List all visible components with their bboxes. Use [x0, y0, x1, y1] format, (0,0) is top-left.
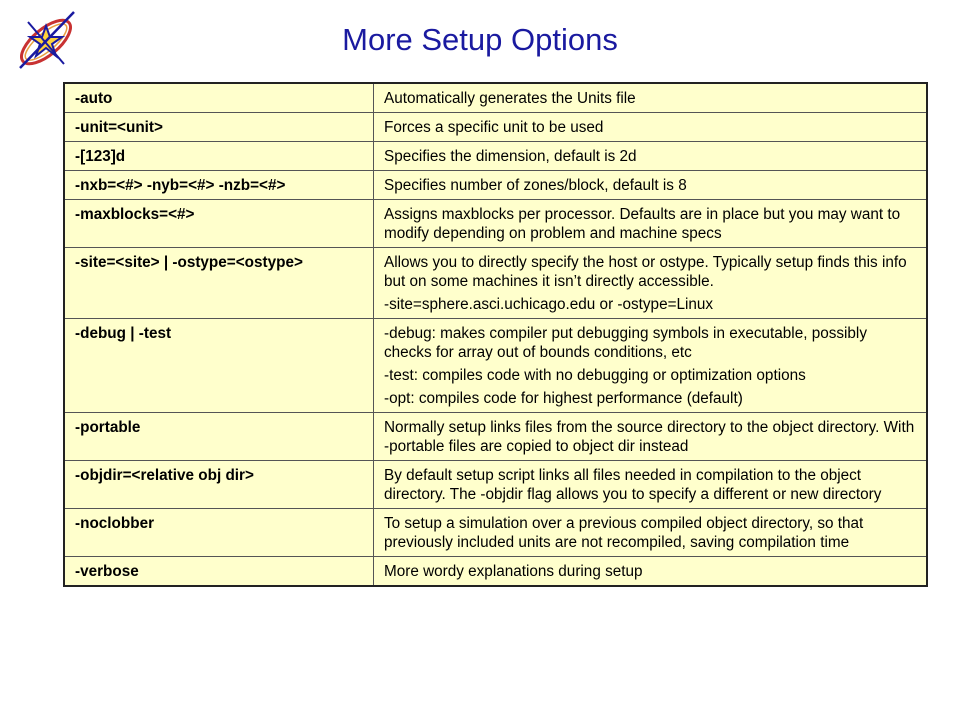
description-paragraph: Assigns maxblocks per processor. Defaults are in place but you may want to modify depending on problem and machine specs — [384, 206, 901, 242]
option-description — [374, 83, 928, 113]
option-flag: -unit=<unit> — [64, 113, 374, 142]
option-row — [64, 113, 927, 142]
option-row — [64, 319, 927, 413]
option-flag: -debug | -test — [64, 319, 374, 413]
option-flag: -objdir=<relative obj dir> — [64, 461, 374, 509]
option-description — [374, 142, 928, 171]
description-paragraph: More wordy explanations during setup — [384, 563, 643, 580]
option-flag: -[123]d — [64, 142, 374, 171]
option-description — [374, 200, 928, 248]
description-paragraph: -test: compiles code with no debugging or optimization options — [384, 367, 806, 384]
description-paragraph: -site=sphere.asci.uchicago.edu or -ostype=Linux — [384, 296, 714, 313]
description-paragraph: To setup a simulation over a previous compiled object directory, so that previously included units are not recompiled, saving compilation time — [384, 515, 864, 551]
option-flag: -nxb=<#> -nyb=<#> -nzb=<#> — [64, 171, 374, 200]
option-flag: -maxblocks=<#> — [64, 200, 374, 248]
option-row — [64, 461, 927, 509]
slide-title: More Setup Options — [342, 22, 618, 57]
description-paragraph: Automatically generates the Units file — [384, 90, 636, 107]
option-row — [64, 413, 927, 461]
option-flag: -site=<site> | -ostype=<ostype> — [64, 248, 374, 319]
option-flag: -verbose — [64, 557, 374, 587]
description-paragraph: -debug: makes compiler put debugging symbols in executable, possibly checks for array out of bounds conditions, etc — [384, 325, 867, 361]
description-paragraph: Forces a specific unit to be used — [384, 119, 604, 136]
description-paragraph: -opt: compiles code for highest performance (default) — [384, 390, 743, 407]
description-paragraph: By default setup script links all files needed in compilation to the object directory. The -objdir flag allows you to specify a different or new directory — [384, 467, 882, 503]
option-row — [64, 142, 927, 171]
option-row — [64, 557, 927, 587]
option-row — [64, 83, 927, 113]
description-paragraph: Specifies the dimension, default is 2d — [384, 148, 637, 165]
option-description — [374, 509, 928, 557]
option-flag: -noclobber — [64, 509, 374, 557]
option-row — [64, 248, 927, 319]
option-description — [374, 171, 928, 200]
option-row — [64, 509, 927, 557]
description-paragraph: Allows you to directly specify the host or ostype. Typically setup finds this info but on some machines it isn’t directly accessible. — [384, 254, 907, 290]
option-description — [374, 248, 928, 319]
option-flag: -portable — [64, 413, 374, 461]
description-paragraph: Specifies number of zones/block, default is 8 — [384, 177, 687, 194]
option-description — [374, 461, 928, 509]
option-description — [374, 113, 928, 142]
option-flag: -auto — [64, 83, 374, 113]
option-row — [64, 200, 927, 248]
option-description — [374, 557, 928, 587]
option-description — [374, 319, 928, 413]
option-description — [374, 413, 928, 461]
setup-options-table — [63, 82, 928, 587]
option-row — [64, 171, 927, 200]
description-paragraph: Normally setup links files from the source directory to the object directory. With -portable files are copied to object dir instead — [384, 419, 915, 455]
